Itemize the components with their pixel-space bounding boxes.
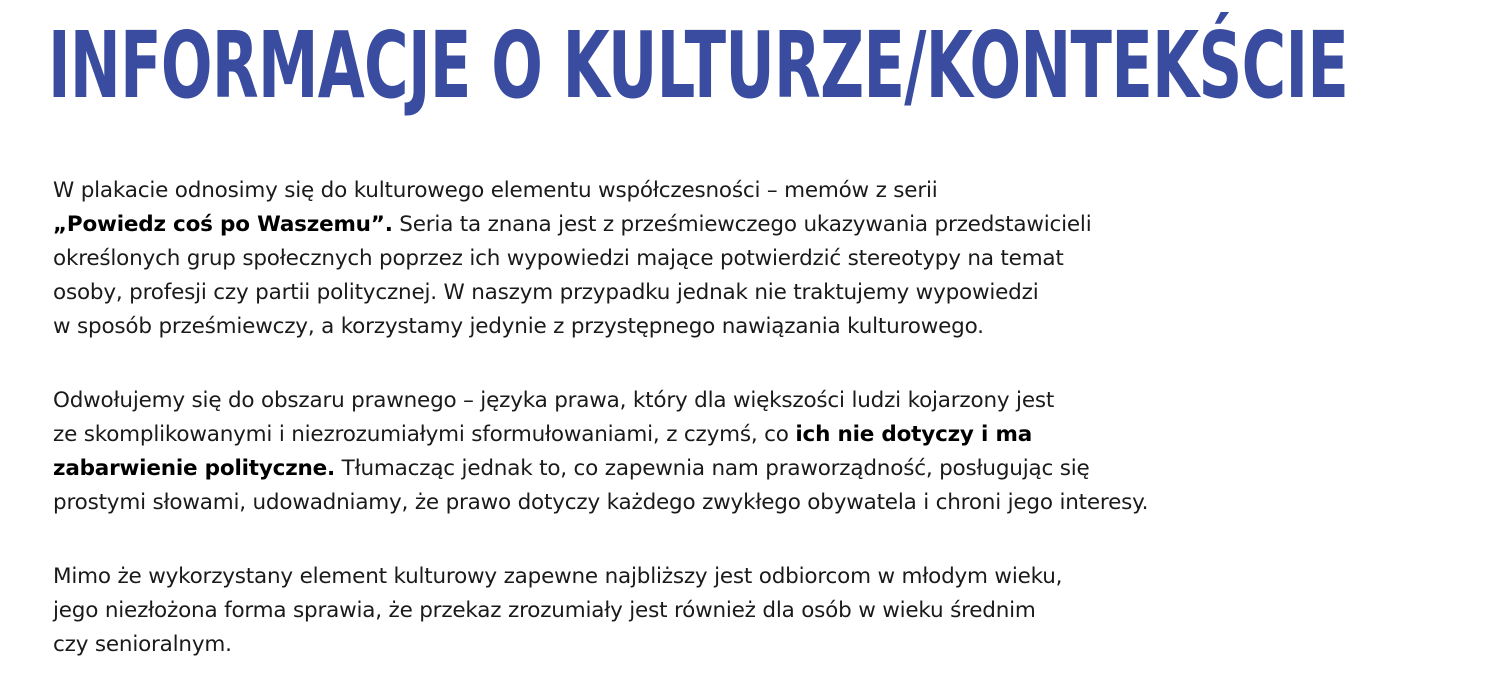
text-line — [53, 452, 1148, 486]
text-line — [53, 310, 1091, 344]
page-title: INFORMACJE O KULTURZE/KONTEKŚCIE — [48, 12, 1349, 119]
text-span: W plakacie odnosimy się do kulturowego elementu współczesności – memów z serii — [53, 178, 938, 203]
bold-text: zabarwienie polityczne. — [53, 456, 335, 481]
paragraph-3 — [53, 560, 1062, 662]
text-span: ze skomplikowanymi i niezrozumiałymi sformułowaniami, z czymś, co — [53, 422, 796, 447]
text-line — [53, 276, 1091, 310]
bold-text: ich nie dotyczy i ma — [795, 422, 1033, 447]
text-line — [53, 486, 1148, 520]
text-line — [53, 208, 1091, 242]
text-line — [53, 628, 1062, 662]
text-span: Odwołujemy się do obszaru prawnego – języka prawa, który dla większości ludzi kojarzony jest — [53, 388, 1055, 413]
text-span: w sposób prześmiewczy, a korzystamy jedynie z przystępnego nawiązania kulturowego. — [53, 314, 984, 339]
text-line — [53, 560, 1062, 594]
text-line — [53, 174, 1091, 208]
text-line — [53, 418, 1148, 452]
text-span: Seria ta znana jest z prześmiewczego ukazywania przedstawicieli — [392, 212, 1092, 237]
paragraph-1 — [53, 174, 1091, 344]
text-line — [53, 384, 1148, 418]
text-span: jego niezłożona forma sprawia, że przekaz zrozumiały jest również dla osób w wieku średnim — [53, 598, 1036, 623]
text-span: określonych grup społecznych poprzez ich wypowiedzi mające potwierdzić stereotypy na temat — [53, 246, 1064, 271]
text-span: czy senioralnym. — [53, 632, 232, 657]
paragraph-2 — [53, 384, 1148, 520]
text-span: prostymi słowami, udowadniamy, że prawo dotyczy każdego zwykłego obywatela i chroni jego interesy. — [53, 490, 1149, 515]
text-span: osoby, profesji czy partii politycznej. W naszym przypadku jednak nie traktujemy wypowiedzi — [53, 280, 1039, 305]
text-line — [53, 242, 1091, 276]
text-span: Tłumacząc jednak to, co zapewnia nam praworządność, posługując się — [335, 456, 1090, 481]
text-span: Mimo że wykorzystany element kulturowy zapewne najbliższy jest odbiorcom w młodym wieku, — [53, 564, 1063, 589]
text-line — [53, 594, 1062, 628]
bold-text: „Powiedz coś po Waszemu”. — [53, 212, 393, 237]
